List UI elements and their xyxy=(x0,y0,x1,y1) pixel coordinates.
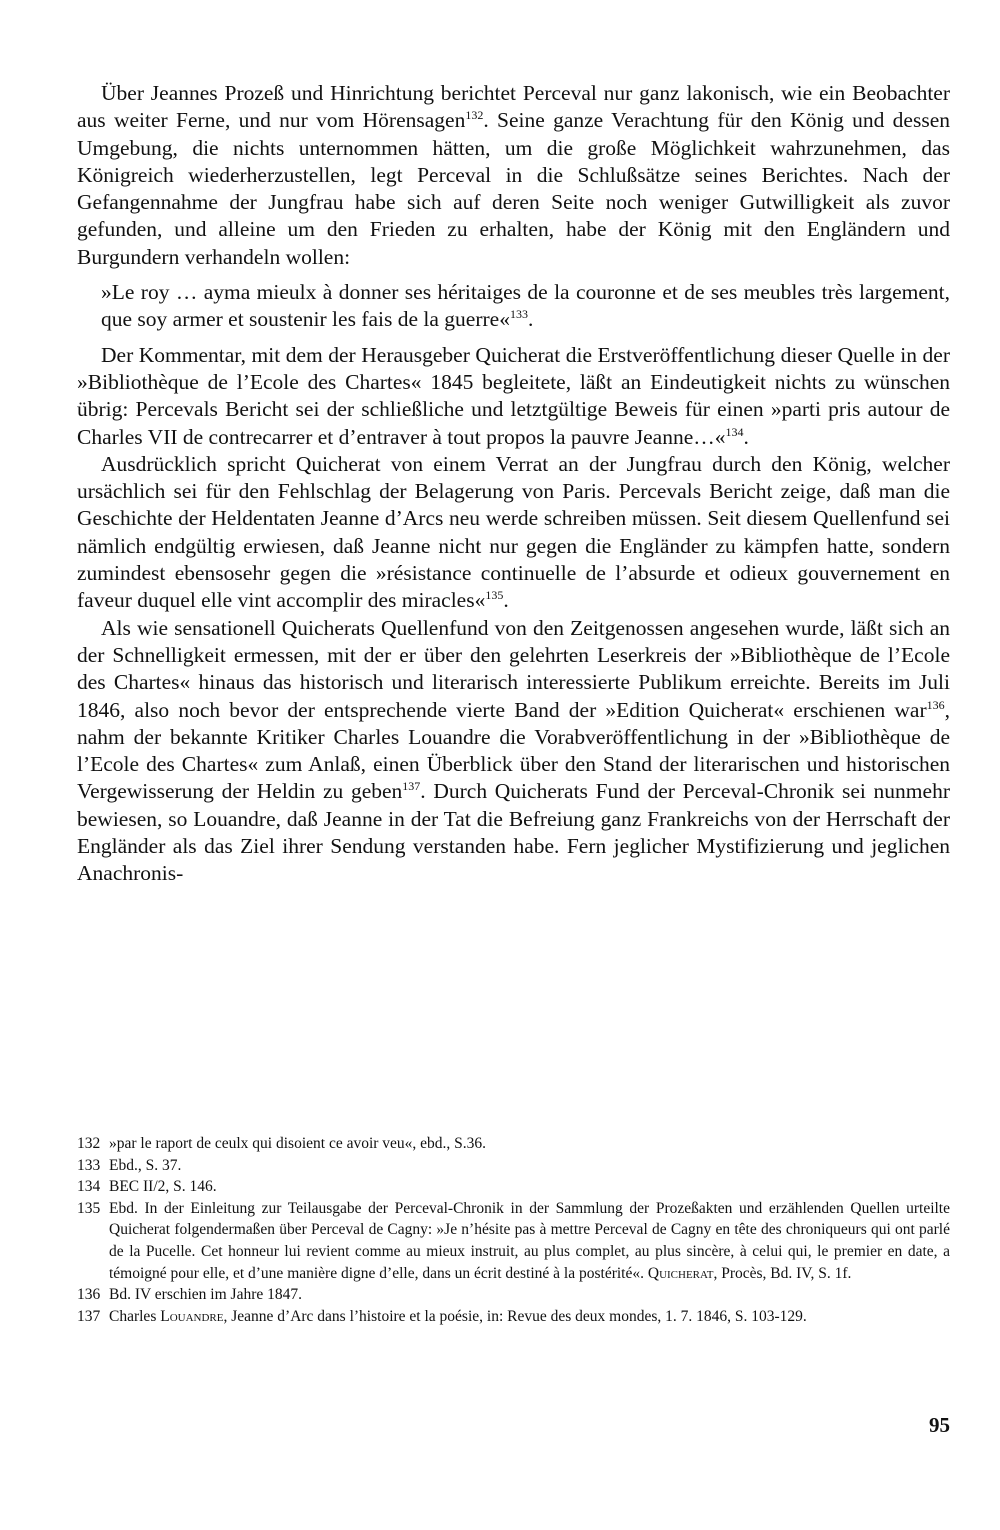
footnote-ref-136: 136 xyxy=(926,697,945,712)
footnote-number: 132 xyxy=(77,1135,101,1152)
page-number: 95 xyxy=(929,1413,950,1437)
footnote-136 xyxy=(77,1284,950,1306)
paragraph-2-end: . xyxy=(743,424,749,449)
footnote-ref-133: 133 xyxy=(509,307,528,322)
paragraph-1-text-cont: . Seine ganze Verachtung für den König und dessen Umgebung, die nichts unternommen hätten, um die große Möglichkeit wahrzunehmen, das Königreich wiederherzustellen, legt Perceval in die Schlußsätze seines Berichtes. Nach der Gefangennahme der Jungfrau habe sich auf deren Seite noch weniger Gutwilligkeit als zuvor gefunden, und alleine um den Frieden zu erhalten, habe der König mit den Engländern und Burgundern verhandeln wollen: xyxy=(77,108,950,269)
footnote-135 xyxy=(77,1198,950,1284)
footnote-body: Charles xyxy=(109,1307,161,1325)
footnote-body: Ebd., S. 37. xyxy=(109,1156,182,1174)
footnote-ref-137: 137 xyxy=(402,779,421,794)
footnote-number: 134 xyxy=(77,1178,101,1196)
footnote-text xyxy=(109,1176,950,1198)
paragraph-3-text: Ausdrücklich spricht Quicherat von einem Verrat an der Jungfrau durch den König, welcher ursächlich sei für den Fehlschlag der Belagerung von Paris. Percevals Bericht zeige, daß man die Geschichte der Heldentaten Jeanne d’Arcs neu werde schreiben müssen. Seit diesem Quellenfund sei nämlich endgültig erwiesen, daß Jeanne nicht nur gegen die Engländer zu kämpfen hatte, sondern zumindest ebensosehr gegen die »résistance continuelle de l’absurde et odieux gouvernement en faveur duquel elle vint accomplir des miracles« xyxy=(77,451,950,613)
block-quote-text: »Le roy … ayma mieulx à donner ses héritaiges de la couronne et de ses meubles très largement, que soy armer et soustenir les fais de la guerre« xyxy=(101,280,950,332)
paragraph-4-text-mid: , nahm der bekannte Kritiker Charles Louandre die Vorabveröffentlichung in der »Bibliothèque de l’Ecole des Chartes« zum Anlaß, einen Überblick über den Stand der literarischen und historischen Vergewisserung der Heldin zu geben xyxy=(77,697,950,804)
footnote-number: 133 xyxy=(77,1156,101,1174)
author-name: Quicherat xyxy=(647,1264,714,1282)
paragraph-4-end: . Durch Quicherats Fund der Perceval-Chronik sei nunmehr bewiesen, so Louandre, daß Jeanne in der Tat die Befreiung ganz Frankreichs von der Herrschaft der Engländer als das Ziel ihrer Sendung verstanden habe. Fern jeglicher Mystifizierung und jeglichen Anachronis- xyxy=(77,779,950,886)
footnote-text xyxy=(109,1284,950,1306)
footnote-number: 136 xyxy=(77,1286,101,1304)
paragraph-4-text: Als wie sensationell Quicherats Quellenfund von den Zeitgenossen angesehen wurde, läßt sich an der Schnelligkeit ermessen, mit der er über den gelehrten Leserkreis der »Bibliothèque de l’Ecole des Chartes« hinaus das historisch und literarisch interessierte Publikum erreichte. Bereits im Juli 1846, also noch bevor der entsprechende vierte Band der »Edition Quicherat« erschienen war xyxy=(77,615,950,722)
footnote-body: Ebd. In der Einleitung zur Teilausgabe der Perceval-Chronik in der Sammlung der Prozeßakten und erzählenden Quellen urteilte Quicherat folgendermaßen über Perceval de Cagny: »Je n’hésite pas à mettre Perceval de Cagny en tête des chroniqueurs qui ont parlé de la Pucelle. Cet honneur lui revient comme au mieux instruit, au plus complet, au plus sincère, à celui qui, le premier en date, a témoigné pour elle, et d’une manière digne d’elle, dans un écrit destiné à la postérité«. xyxy=(109,1199,950,1282)
footnote-ref-134: 134 xyxy=(725,424,744,439)
block-quote xyxy=(101,279,950,334)
footnote-body: BEC II/2, S. 146. xyxy=(109,1178,217,1196)
footnote-ref-135: 135 xyxy=(485,588,504,603)
footnote-134 xyxy=(77,1176,950,1198)
footnote-text xyxy=(109,1155,950,1177)
footnote-body: »par le raport de ceulx qui disoient ce avoir veu«, ebd., S.36. xyxy=(109,1135,487,1152)
footnote-body: Bd. IV erschien im Jahre 1847. xyxy=(109,1286,302,1304)
paragraph-2-text: Der Kommentar, mit dem der Herausgeber Quicherat die Erstveröffentlichung dieser Quelle in der »Bibliothèque de l’Ecole des Chartes« 1845 begleitete, läßt an Eindeutigkeit nichts zu wünschen übrig: Percevals Bericht sei der schließliche und letztgültige Beweis für einen »parti pris autour de Charles VII de contrecarrer et d’entraver à tout propos la pauvre Jeanne…« xyxy=(77,342,950,449)
paragraph-3 xyxy=(77,451,950,615)
main-text xyxy=(77,80,950,888)
footnote-number: 137 xyxy=(77,1307,101,1325)
paragraph-3-end: . xyxy=(503,588,509,613)
footnote-133 xyxy=(77,1155,950,1177)
paragraph-4 xyxy=(77,615,950,888)
footnote-ref-132: 132 xyxy=(465,108,484,123)
footnote-text xyxy=(109,1306,950,1328)
footnote-137 xyxy=(77,1306,950,1328)
footnotes xyxy=(77,1133,950,1327)
block-quote-end: . xyxy=(527,307,534,332)
footnote-text xyxy=(109,1198,950,1284)
footnote-number: 135 xyxy=(77,1199,101,1217)
footnote-body-end: , Procès, Bd. IV, S. 1f. xyxy=(713,1264,852,1282)
paragraph-1-text: Über Jeannes Prozeß und Hinrichtung berichtet Perceval nur ganz lakonisch, wie ein Beobachter aus weiter Ferne, und nur vom Hörensagen xyxy=(77,81,950,133)
paragraph-1 xyxy=(77,80,950,271)
author-name: Louandre xyxy=(160,1307,224,1325)
footnote-body-end: , Jeanne d’Arc dans l’histoire et la poésie, in: Revue des deux mondes, 1. 7. 1846, S. 103-129. xyxy=(223,1307,807,1325)
footnote-132 xyxy=(77,1133,950,1155)
paragraph-2 xyxy=(77,342,950,451)
footnote-text xyxy=(109,1133,950,1155)
